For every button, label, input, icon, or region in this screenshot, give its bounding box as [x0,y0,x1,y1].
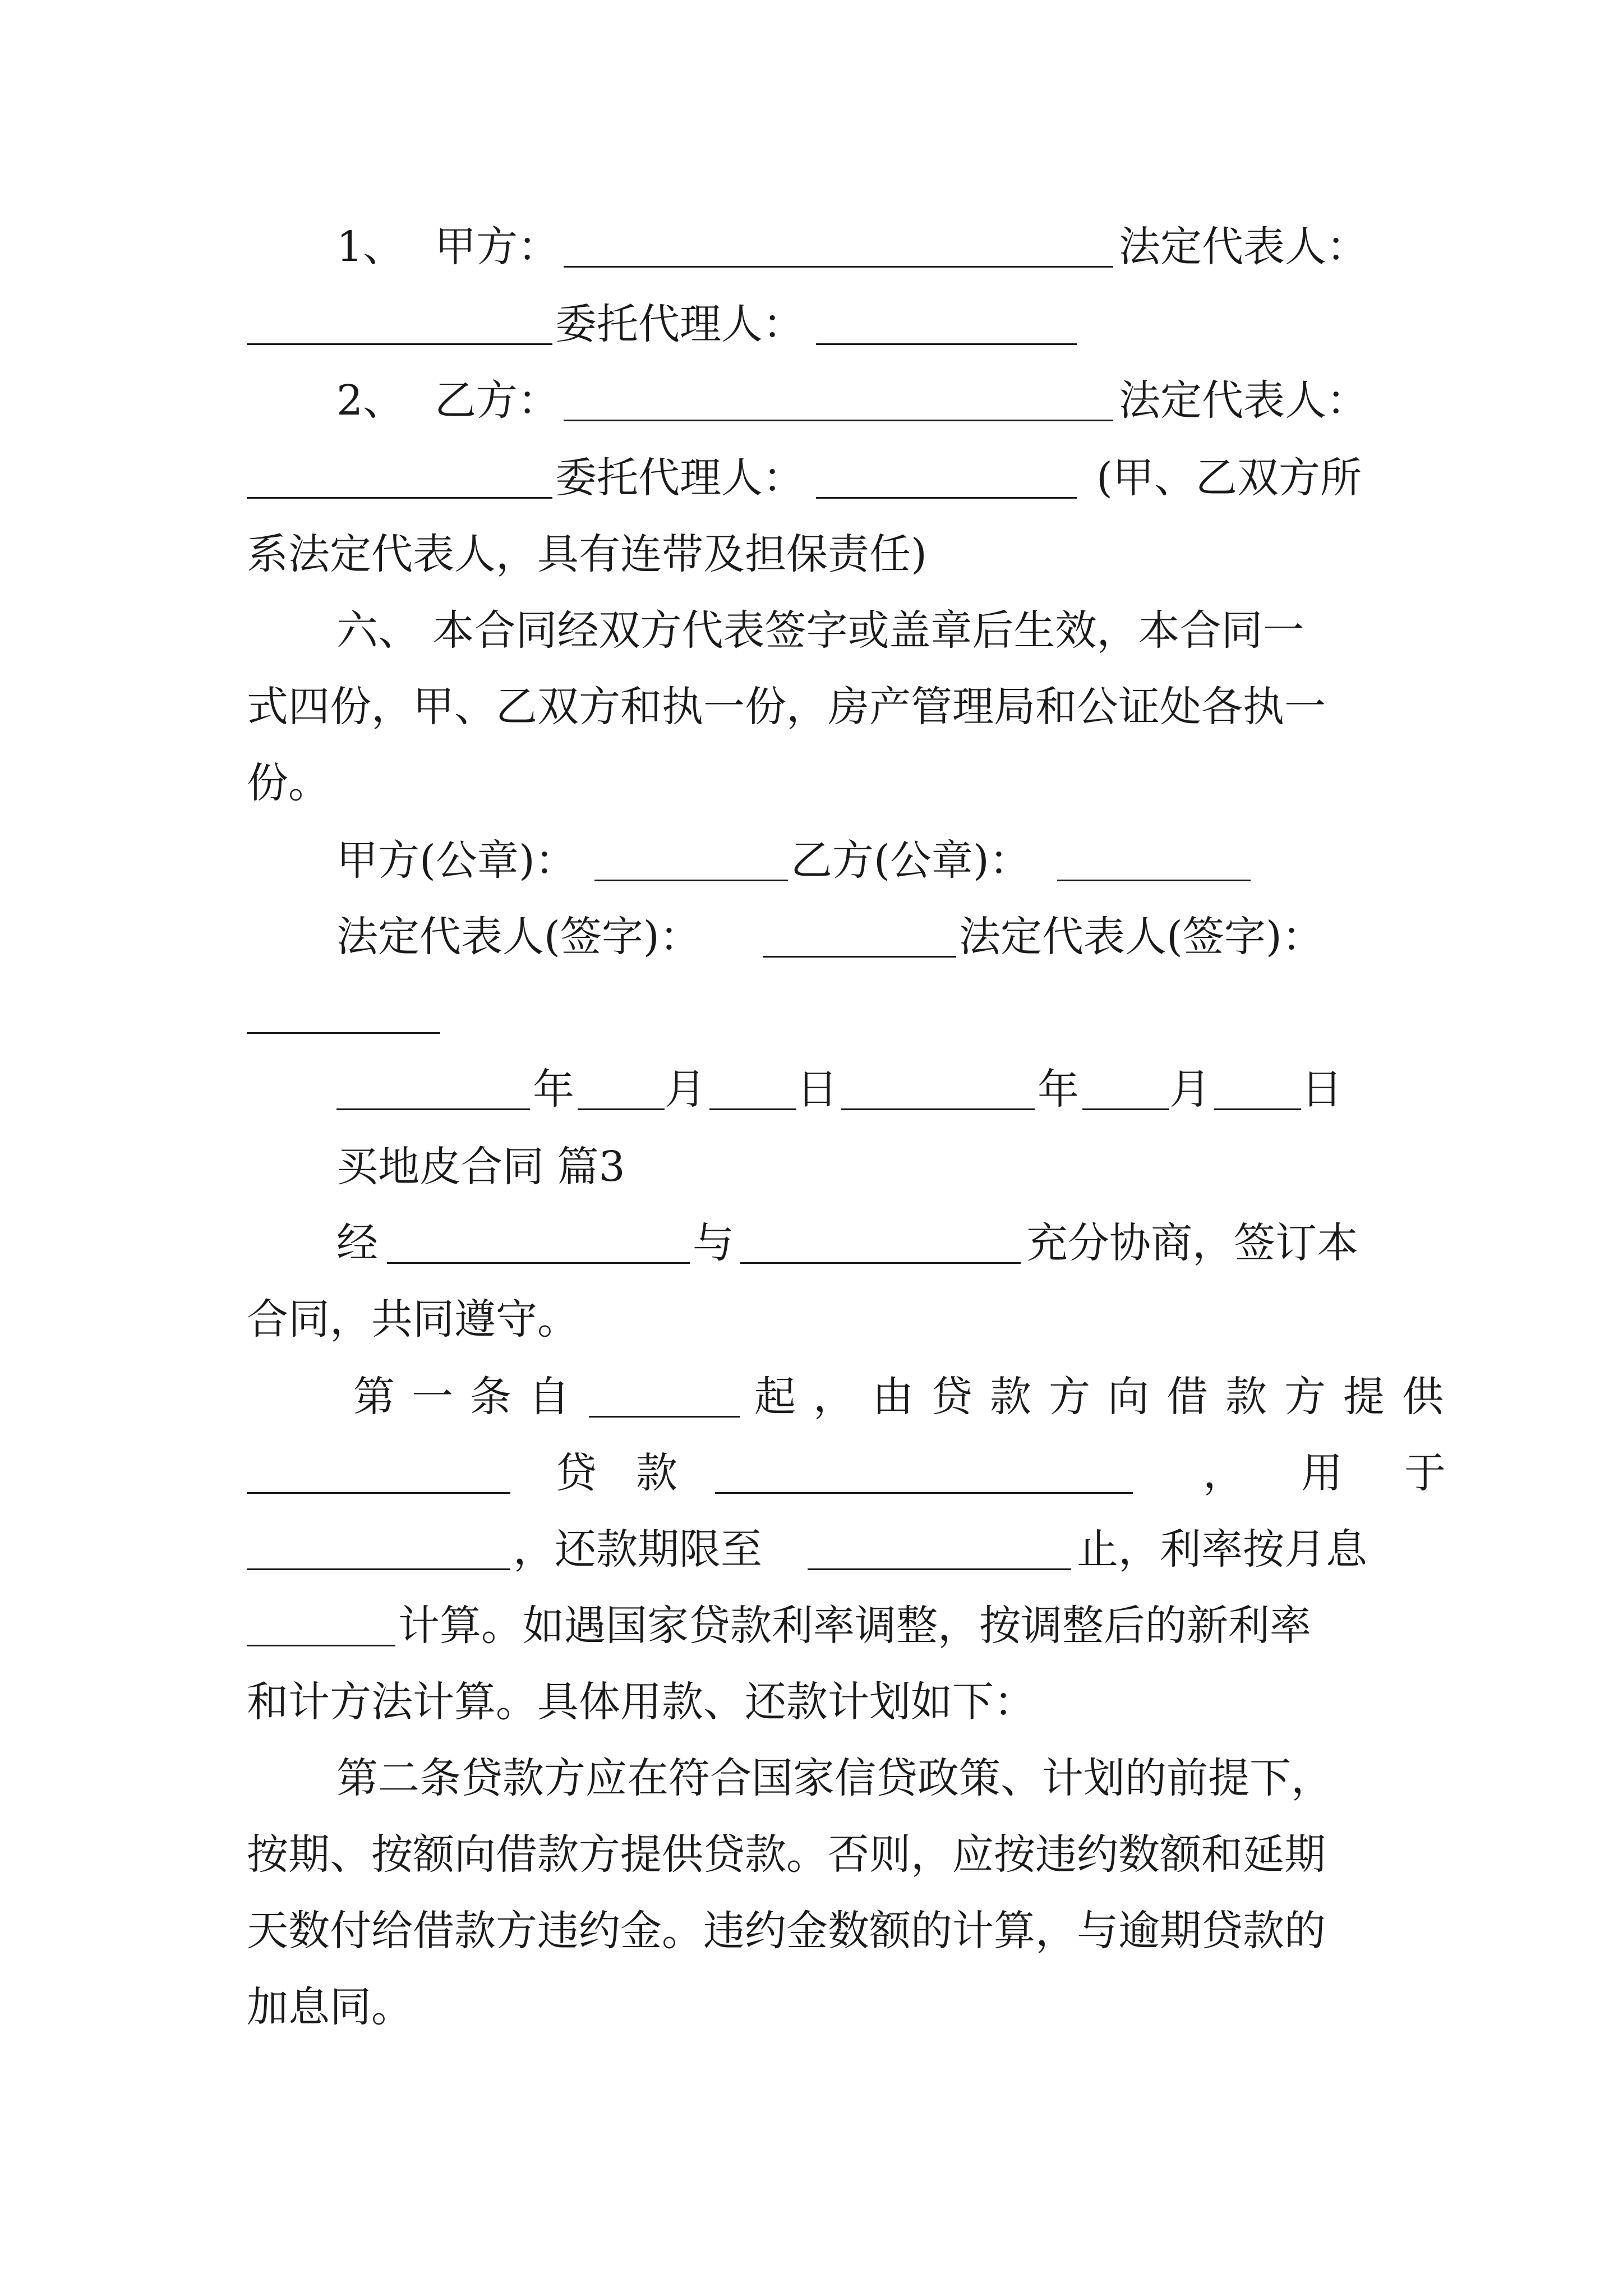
article1-comma: ， [1203,1449,1244,1497]
p1-prefix: 经 [336,1219,378,1267]
date-a-day-label: 日 [796,1065,838,1114]
article1-provide-text: 起，由贷款方向借款方提供 [754,1373,1461,1421]
party-b-legal-rep-label: 法定代表人： [1119,376,1368,425]
section3-heading: 买地皮合同 篇3 [336,1143,625,1191]
legal-rep-sign-b-label: 法定代表人(签字)： [959,913,1324,961]
p1-line2-text: 合同，共同遵守。 [247,1295,579,1343]
article1-calc-text: 计算。如遇国家贷款利率调整，按调整后的新利率 [398,1602,1311,1650]
clause-six-text1: 六、 本合同经双方代表签字或盖章后生效，本合同一 [336,606,1304,655]
legal-rep-sign-a-blank [763,956,956,958]
article1-loan-label: 贷款 [555,1449,717,1497]
party-a-blank [564,266,1113,268]
article1-plan-text: 和计方法计算。具体用款、还款计划如下： [247,1678,1035,1726]
party-b-seal-label: 乙方(公章)： [791,836,1031,885]
p1-suffix: 充分协商，签订本 [1026,1219,1358,1267]
article1-start: 第一条自 [353,1373,587,1421]
party-a-legal-rep-label: 法定代表人： [1119,223,1368,271]
party-b-seal-blank [1057,880,1251,881]
party-b-agent-label: 委托代理人： [555,454,804,502]
date-a-month-blank [578,1108,665,1110]
clause-six-text3: 份。 [247,759,330,807]
article1-rate-blank [247,1645,395,1646]
item1-number: 1、 [336,223,405,271]
item2-number: 2、 [336,376,405,425]
article1-repay-label: ，还款期限至 [513,1525,762,1573]
article1-repay-date-blank [808,1568,1071,1570]
party-a-seal-label: 甲方(公章)： [336,836,577,885]
party-b-label: 乙方： [435,376,559,425]
liability-note-start: (甲、乙双方所 [1096,454,1362,502]
party-a-seal-blank [594,880,788,881]
date-b-month-blank [1082,1108,1169,1110]
liability-note-end: 系法定代表人，具有连带及担保责任) [247,530,927,578]
article1-purpose-blank [247,1568,510,1570]
p1-and: 与 [693,1219,734,1267]
legal-rep-sign-a-label: 法定代表人(签字)： [336,913,701,961]
article1-for-label: 用于 [1301,1449,1507,1497]
party-a-legal-rep-blank [247,343,552,345]
date-b-year-blank [841,1108,1035,1110]
article2-text1: 第二条贷款方应在符合国家信贷政策、计划的前提下， [336,1754,1332,1802]
article1-rate-label: 止，利率按月息 [1077,1525,1367,1573]
party-b-blank [564,420,1113,421]
article2-text2: 按期、按额向借款方提供贷款。否则，应按违约数额和延期 [247,1830,1326,1879]
party-a-label: 甲方： [435,223,559,271]
article2-text4: 加息同。 [247,1983,413,2031]
p1-party-a-blank [387,1262,690,1264]
article1-date-blank [589,1416,740,1418]
date-b-year-label: 年 [1038,1065,1079,1114]
date-a-year-blank [336,1108,530,1110]
party-a-agent-blank [816,343,1077,345]
party-a-agent-label: 委托代理人： [555,300,804,348]
party-b-agent-blank [816,497,1077,499]
date-b-day-label: 日 [1301,1065,1343,1114]
p1-party-b-blank [740,1262,1021,1264]
date-a-year-label: 年 [533,1065,574,1114]
date-a-month-label: 月 [665,1065,706,1114]
article2-text3: 天数付给借款方违约金。违约金数额的计算，与逾期贷款的 [247,1907,1326,1955]
date-b-month-label: 月 [1169,1065,1211,1114]
date-a-day-blank [709,1108,796,1110]
article1-amount-blank [247,1492,510,1494]
date-b-day-blank [1214,1108,1301,1110]
clause-six-text2: 式四份，甲、乙双方和执一份，房产管理局和公证处各执一 [247,683,1326,731]
article1-loan-type-blank [715,1492,1133,1494]
legal-rep-sign-b-blank [247,1032,440,1034]
party-b-legal-rep-blank [247,497,552,499]
